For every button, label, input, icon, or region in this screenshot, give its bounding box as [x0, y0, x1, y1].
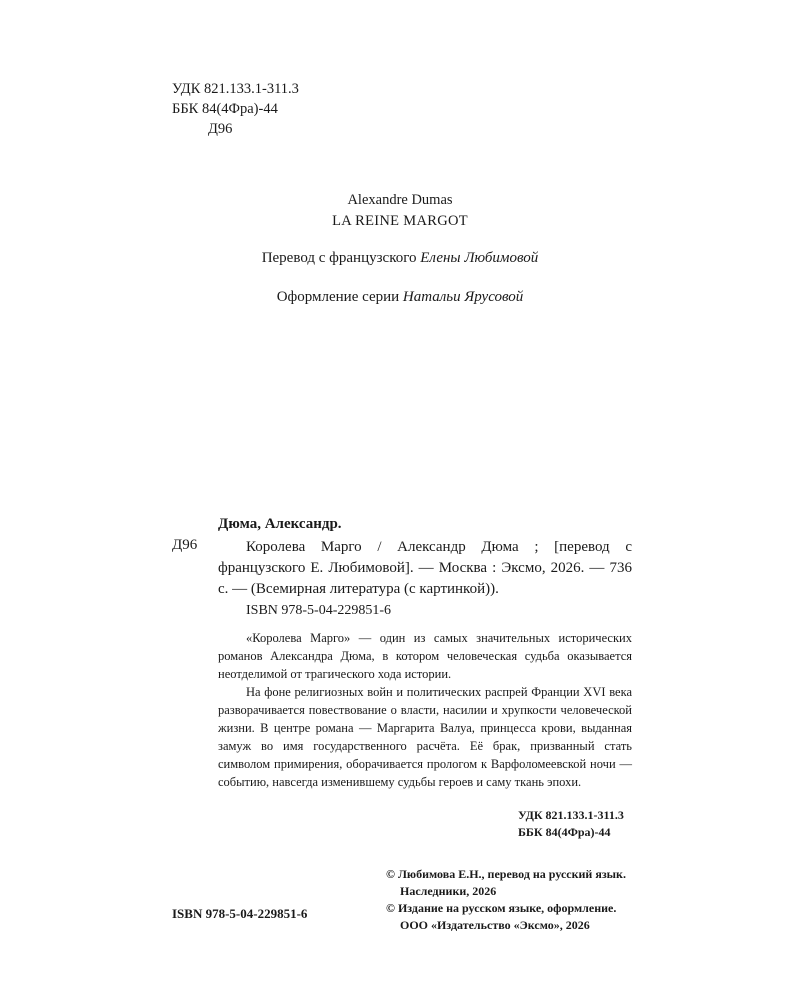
bottom-isbn: ISBN 978-5-04-229851-6 — [172, 906, 308, 921]
author-code: Д96 — [208, 121, 233, 137]
copyright-block — [386, 866, 626, 934]
copyright-edition: © Издание на русском языке, оформление. — [386, 901, 617, 915]
design-prefix: Оформление серии — [276, 289, 400, 305]
annotation-paragraph-1: «Королева Марго» — один из самых значительных исторических романов Александра Дюма, в котором человеческая судьба оказывается неотделимой от трагического хода истории. — [218, 631, 632, 681]
annotation — [218, 629, 632, 791]
classification-block — [172, 79, 299, 139]
record-code: Д96 — [172, 537, 198, 553]
copyright-translation-heirs: Наследники, 2026 — [400, 884, 497, 898]
original-author: Alexandre Dumas — [347, 192, 453, 208]
annotation-paragraph-2: На фоне религиозных войн и политических распрей Франции XVI века разворачивается повествование о власти, насилии и хрупкости человеческой жизни. В центре романа — Маргарита Валуа, принцесса крови, выданная замуж во имя государственного расчёта. Её брак, призванный стать символом примирения, оборачивается прологом к Варфоломеевской ночи — событию, навсегда изменившему судьбы героев и саму ткань эпохи. — [218, 685, 632, 789]
copyright-publisher: ООО «Издательство «Эксмо», 2026 — [400, 918, 590, 932]
translation-credit — [0, 250, 800, 267]
bottom-udk: УДК 821.133.1-311.3 — [518, 808, 624, 822]
bottom-classification — [518, 807, 624, 841]
translator-name: Елены Любимовой — [420, 250, 539, 266]
designer-name: Натальи Ярусовой — [402, 289, 524, 305]
udk-code: УДК 821.133.1-311.3 — [172, 81, 299, 97]
bbk-code: ББК 84(4Фра)-44 — [172, 101, 278, 117]
original-title: LA REINE MARGOT — [332, 213, 468, 229]
design-credit — [0, 289, 800, 306]
copyright-translation: © Любимова Е.Н., перевод на русский язык. — [386, 867, 626, 881]
record-description: Королева Марго / Александр Дюма ; [перевод с французского Е. Любимовой]. — Москва : Эксмо, 2026. — 736 с. — (Всемирная литература (с картинкой)). — [218, 539, 632, 597]
bottom-bbk: ББК 84(4Фра)-44 — [518, 825, 611, 839]
record-heading: Дюма, Александр. — [218, 516, 342, 532]
record-isbn: ISBN 978-5-04-229851-6 — [246, 603, 392, 618]
translation-prefix: Перевод с французского — [261, 250, 417, 266]
